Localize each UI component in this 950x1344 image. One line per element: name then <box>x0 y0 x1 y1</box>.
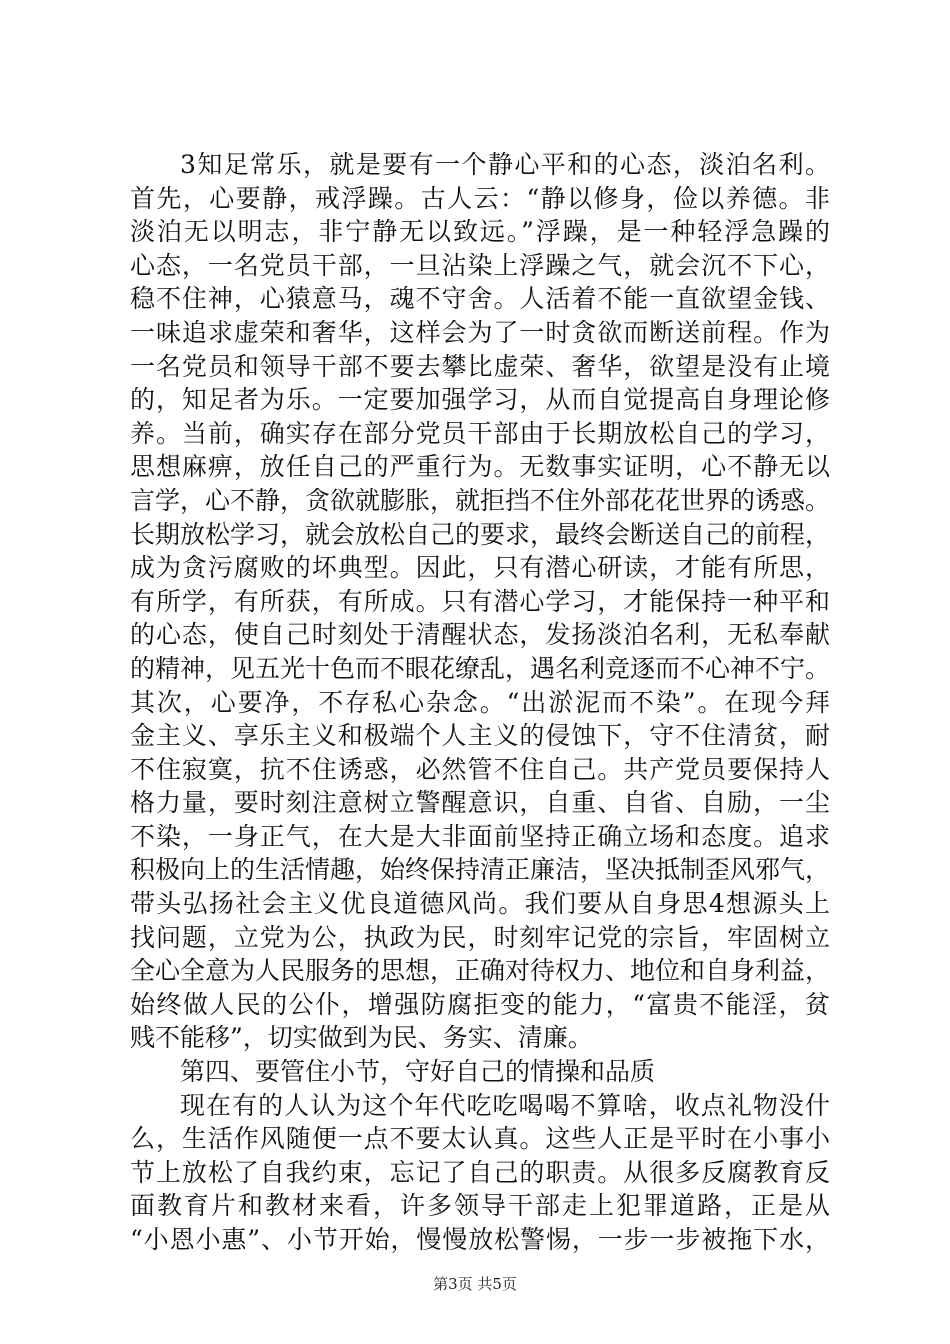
text-line: 一名党员和领导干部不要去攀比虚荣、奢华，欲望是没有止境 <box>130 351 830 381</box>
text-line: 金主义、享乐主义和极端个人主义的侵蚀下，守不住清贫，耐 <box>130 721 830 751</box>
text-line: 淡泊无以明志，非宁静无以致远。”浮躁，是一种轻浮急躁的 <box>130 217 830 247</box>
text-line: 面教育片和教材来看，许多领导干部走上犯罪道路，正是从 <box>130 1191 830 1221</box>
text-line: 格力量，要时刻注意树立警醒意识，自重、自省、自励，一尘 <box>130 788 830 818</box>
text-line: 言学，心不静，贪欲就膨胀，就拒挡不住外部花花世界的诱惑。 <box>130 485 831 515</box>
page-number-footer: 第3页 共5页 <box>433 1275 517 1293</box>
text-line: 节上放松了自我约束，忘记了自己的职责。从很多反腐教育反 <box>130 1157 830 1187</box>
text-line: 的精神，见五光十色而不眼花缭乱，遇名利竞逐而不心神不宁。 <box>130 653 831 683</box>
text-line: 全心全意为人民服务的思想，正确对待权力、地位和自身利益， <box>130 956 831 986</box>
text-line: 思想麻痹，放任自己的严重行为。无数事实证明，心不静无以 <box>130 452 830 482</box>
section-heading: 第四、要管住小节，守好自己的情操和品质 <box>180 1057 656 1087</box>
text-line: 贱不能移”，切实做到为民、务实、清廉。 <box>130 1023 593 1053</box>
text-line: 一味追求虚荣和奢华，这样会为了一时贪欲而断送前程。作为 <box>130 317 830 347</box>
text-line: 3知足常乐，就是要有一个静心平和的心态，淡泊名利。 <box>180 150 830 179</box>
text-line: 不住寂寞，抗不住诱惑，必然管不住自己。共产党员要保持人 <box>130 754 830 784</box>
text-line: 首先，心要静，戒浮躁。古人云：“静以修身，俭以养德。非 <box>130 183 830 213</box>
text-line: 心态，一名党员干部，一旦沾染上浮躁之气，就会沉不下心， <box>130 250 830 280</box>
document-body <box>130 148 830 1257</box>
text-line: 始终做人民的公仆，增强防腐拒变的能力，“富贵不能淫，贫 <box>130 989 830 1019</box>
text-line: 不染，一身正气，在大是大非面前坚持正确立场和态度。追求 <box>130 821 830 851</box>
text-line: 积极向上的生活情趣，始终保持清正廉洁，坚决抵制歪风邪气， <box>130 855 831 885</box>
text-line: 么，生活作风随便一点不要太认真。这些人正是平时在小事小 <box>130 1124 830 1154</box>
text-line: 有所学，有所获，有所成。只有潜心学习，才能保持一种平和 <box>130 586 830 616</box>
text-line: 带头弘扬社会主义优良道德风尚。我们要从自身思4想源头上 <box>130 889 830 919</box>
text-line: 长期放松学习，就会放松自己的要求，最终会断送自己的前程， <box>130 519 831 549</box>
text-line: 现在有的人认为这个年代吃吃喝喝不算啥，收点礼物没什 <box>180 1090 830 1120</box>
text-line: 其次，心要净，不存私心杂念。“出淤泥而不染”。在现今拜 <box>130 687 830 717</box>
text-line: 找问题，立党为公，执政为民，时刻牢记党的宗旨，牢固树立 <box>130 922 830 952</box>
text-line: “小恩小惠”、小节开始，慢慢放松警惕，一步一步被拖下水， <box>130 1225 830 1254</box>
text-line: 的，知足者为乐。一定要加强学习，从而自觉提高自身理论修 <box>130 385 830 415</box>
text-line: 养。当前，确实存在部分党员干部由于长期放松自己的学习， <box>130 418 830 448</box>
text-line: 稳不住神，心猿意马，魂不守舍。人活着不能一直欲望金钱、 <box>130 284 830 314</box>
text-line: 成为贪污腐败的坏典型。因此，只有潜心研读，才能有所思， <box>130 553 830 583</box>
text-line: 的心态，使自己时刻处于清醒状态，发扬淡泊名利，无私奉献 <box>130 620 830 650</box>
